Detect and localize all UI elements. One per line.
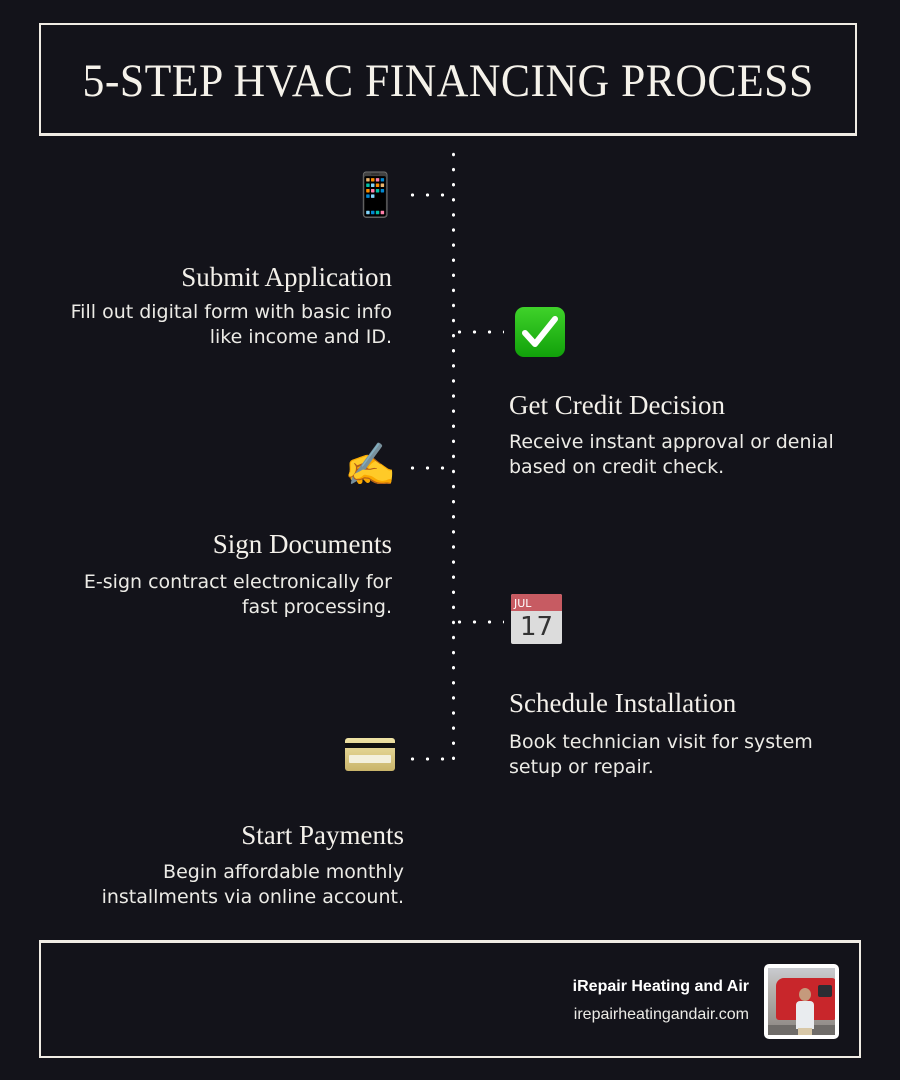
calendar-day: 17 [519, 612, 554, 642]
connector-step-5 [405, 757, 455, 761]
step-4-title: Schedule Installation [509, 688, 737, 718]
step-4-description [509, 730, 889, 780]
connector-step-3 [405, 466, 455, 470]
calendar-month: JUL [511, 594, 562, 611]
brand-name: iRepair Heating and Air [572, 978, 749, 995]
footer-brand-box [39, 940, 861, 1058]
step-1-description-line-1: Fill out digital form with basic info [70, 301, 392, 323]
van-window [818, 985, 832, 997]
avatar [764, 964, 839, 1039]
step-3-description-line-2: fast processing. [241, 596, 392, 618]
title-banner [39, 23, 857, 136]
step-5-description-line-1: Begin affordable monthly [163, 861, 404, 883]
page-title: 5-STEP HVAC FINANCING PROCESS [82, 55, 814, 107]
step-4-description-line-2: setup or repair. [509, 756, 654, 778]
writing-hand-icon: ✍️ [344, 440, 397, 489]
person-head [799, 988, 811, 1001]
person-body [796, 1001, 814, 1029]
step-3-title: Sign Documents [212, 529, 392, 559]
step-2-title: Get Credit Decision [509, 390, 725, 420]
step-5-title: Start Payments [241, 820, 404, 850]
connector-step-4 [452, 620, 504, 624]
timeline-dotted-line [452, 147, 455, 763]
step-1-description [12, 300, 392, 350]
brand-website-link[interactable]: irepairheatingandair.com [573, 1006, 749, 1023]
step-3-description-line-1: E-sign contract electronically for [83, 571, 392, 593]
avatar-photo [768, 968, 835, 1035]
step-5-description-line-2: installments via online account. [101, 886, 404, 908]
connector-step-1 [405, 193, 455, 197]
step-3-description [12, 570, 392, 620]
check-mark-button-icon [515, 307, 565, 357]
step-1-title: Submit Application [181, 262, 392, 292]
step-2-description-line-2: based on credit check. [509, 456, 725, 478]
step-4-description-line-1: Book technician visit for system [509, 731, 813, 753]
step-5-description [24, 860, 404, 910]
step-2-description [509, 430, 889, 480]
calendar-icon [511, 594, 562, 644]
mobile-phone-icon: 📱 [349, 170, 402, 219]
step-2-description-line-1: Receive instant approval or denial [509, 431, 834, 453]
credit-card-icon [345, 738, 395, 771]
step-1-description-line-2: like income and ID. [209, 326, 392, 348]
person-legs [798, 1028, 812, 1035]
connector-step-2 [452, 330, 504, 334]
